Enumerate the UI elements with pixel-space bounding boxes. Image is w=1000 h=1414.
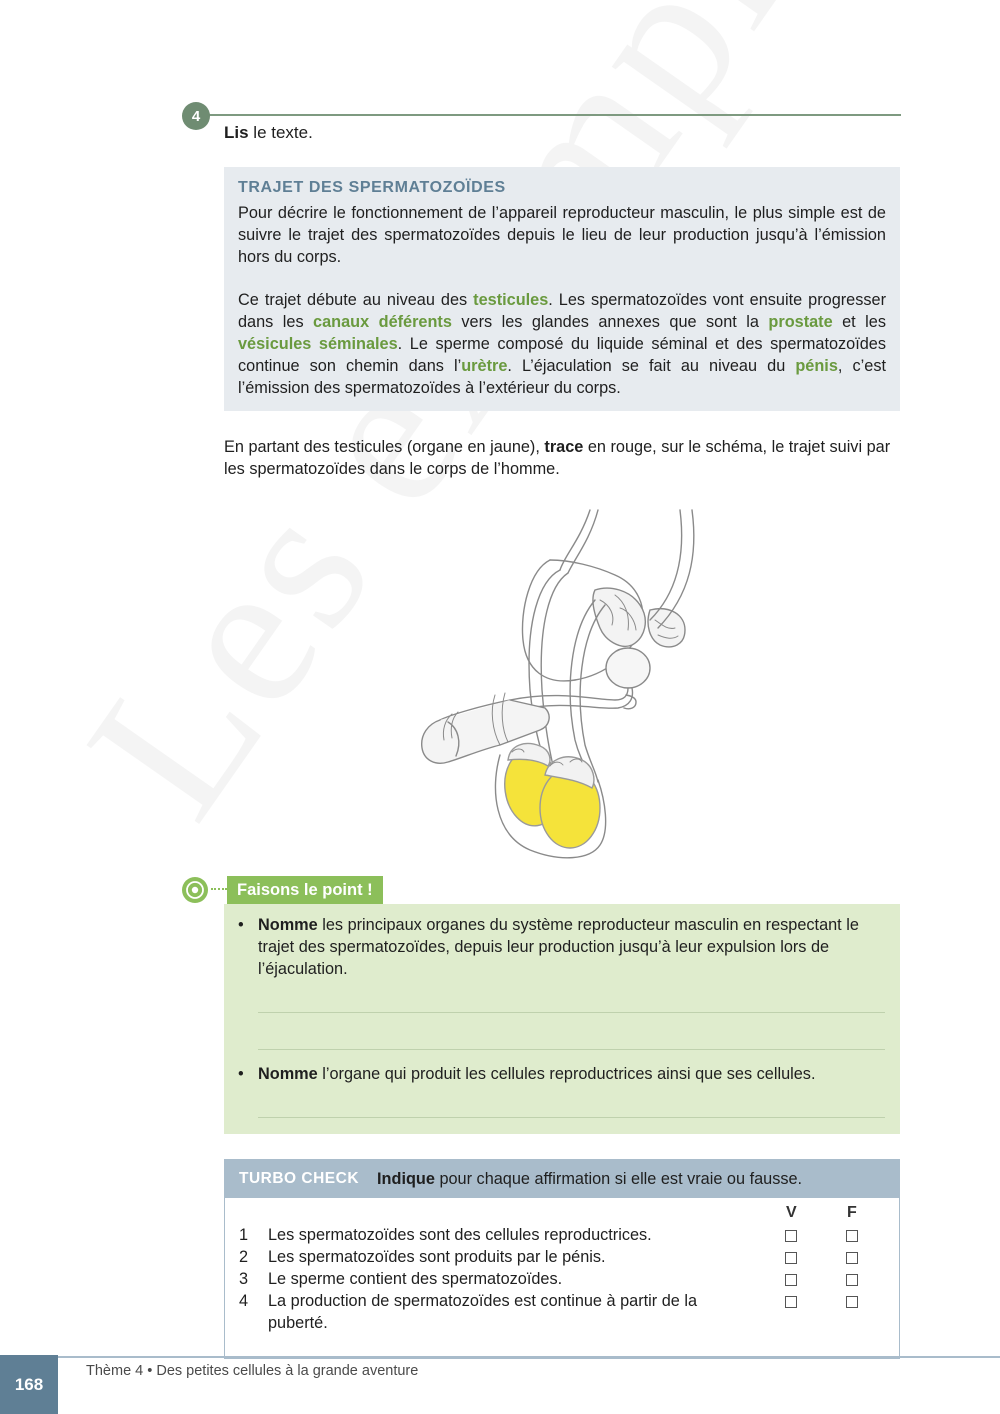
answer-line[interactable] [258, 1117, 885, 1118]
list-item [238, 914, 888, 980]
turbo-check-instruction [377, 1170, 802, 1189]
text-run: En partant des testicules (organe en jaune), [224, 438, 545, 456]
statement-number: 1 [239, 1226, 249, 1244]
exercise-number-badge: 4 [182, 102, 210, 130]
text-title: TRAJET DES SPERMATOZOÏDES [238, 179, 506, 196]
footer-rule [58, 1356, 1000, 1358]
keyword-uretre: urètre [461, 357, 508, 375]
text-paragraph-1: Pour décrire le fonctionnement de l’appareil reproducteur masculin, le plus simple est de suivre le trajet des spermatozoïdes depuis le lieu de leur production jusqu’à l’émission hors du corps. [238, 204, 886, 266]
statement-row [239, 1268, 708, 1290]
answer-line[interactable] [258, 1012, 885, 1013]
list-item [238, 1063, 888, 1085]
reading-text-box [224, 167, 900, 411]
statement-text: Le sperme contient des spermatozoïdes. [268, 1270, 563, 1288]
keyword-prostate: prostate [768, 313, 833, 331]
text-run: . L’éjaculation se fait au niveau du [507, 357, 796, 375]
instruction-verb: Indique [377, 1169, 435, 1188]
text-run: Ce trajet débute au niveau des [238, 291, 474, 309]
checkbox-true-3[interactable] [785, 1274, 797, 1286]
bullet-icon: • [238, 916, 244, 934]
column-header-v: V [786, 1204, 797, 1221]
statement-number: 3 [239, 1270, 249, 1288]
bladder-outline [522, 560, 575, 681]
column-header-f: F [847, 1204, 857, 1221]
exercise-rule [200, 114, 901, 116]
turbo-check-header [225, 1160, 899, 1198]
text-run: . Le sperme composé du liquide séminal et des spermatozoïdes continue son chemin dans l’ [238, 335, 886, 375]
turbo-check-box [224, 1159, 900, 1359]
diagram-instruction [224, 436, 902, 480]
prostate [606, 648, 650, 688]
answer-line[interactable] [258, 1049, 885, 1050]
checkbox-true-4[interactable] [785, 1296, 797, 1308]
statement-row [239, 1224, 708, 1246]
text-run: . Les spermatozoïdes vont ensuite progresser dans les [238, 291, 886, 331]
statement-row [239, 1246, 708, 1268]
keyword-penis: pénis [795, 357, 838, 375]
target-icon [181, 876, 209, 904]
footer-chapter-title: Thème 4 • Des petites cellules à la grande aventure [86, 1363, 419, 1379]
seminal-vesicle [593, 588, 645, 646]
statement-number: 2 [239, 1248, 249, 1266]
text-run: et les [832, 313, 886, 331]
bullet-icon: • [238, 1065, 244, 1083]
bullet-text [238, 914, 888, 980]
statement-text: Les spermatozoïdes sont produits par le pénis. [268, 1248, 606, 1266]
dotted-connector [211, 888, 227, 892]
checkbox-false-1[interactable] [846, 1230, 858, 1242]
checkbox-true-1[interactable] [785, 1230, 797, 1242]
text-run: pour chaque affirmation si elle est vraie ou fausse. [434, 1169, 803, 1188]
text-run: les principaux organes du système reproducteur masculin en respectant le trajet des spermatozoïdes, depuis leur production jusqu’à leur expulsion lors de l’éjaculation. [258, 916, 859, 978]
instruction-text: le texte. [248, 123, 313, 142]
instruction-verb: Nomme [258, 916, 318, 934]
text-run: en rouge, sur le schéma, le trajet suivi par les spermatozoïdes dans le corps de l’homme. [224, 438, 891, 478]
keyword-canaux-deferents: canaux déférents [313, 313, 452, 331]
keyword-testicules: testicules [473, 291, 549, 309]
faisons-le-point-box [224, 904, 900, 1134]
text-run: , c’est l’émission des spermatozoïdes à l’extérieur du corps. [238, 357, 886, 397]
page-number: 168 [0, 1355, 58, 1414]
keyword-vesicules-seminales: vésicules séminales [238, 335, 398, 353]
statement-number: 4 [239, 1292, 249, 1310]
reproductive-system-diagram[interactable] [400, 490, 700, 870]
text-run: l’organe qui produit les cellules reproductrices ainsi que ses cellules. [317, 1065, 816, 1083]
checkbox-false-3[interactable] [846, 1274, 858, 1286]
text-paragraph-2 [238, 289, 886, 399]
instruction-verb: Lis [224, 123, 249, 142]
text-run: vers les glandes annexes que sont la [451, 313, 769, 331]
checkbox-false-2[interactable] [846, 1252, 858, 1264]
statement-text: Les spermatozoïdes sont des cellules reproductrices. [268, 1226, 652, 1244]
turbo-check-label: TURBO CHECK [239, 1170, 360, 1187]
statement-row [239, 1290, 708, 1334]
statement-text: La production de spermatozoïdes est continue à partir de la puberté. [268, 1292, 698, 1332]
checkbox-false-4[interactable] [846, 1296, 858, 1308]
bullet-text [238, 1063, 888, 1085]
checkbox-true-2[interactable] [785, 1252, 797, 1264]
instruction-verb: trace [544, 438, 584, 456]
exercise-instruction [224, 123, 313, 143]
section-title-faisons-le-point: Faisons le point ! [227, 876, 383, 904]
instruction-verb: Nomme [258, 1065, 318, 1083]
